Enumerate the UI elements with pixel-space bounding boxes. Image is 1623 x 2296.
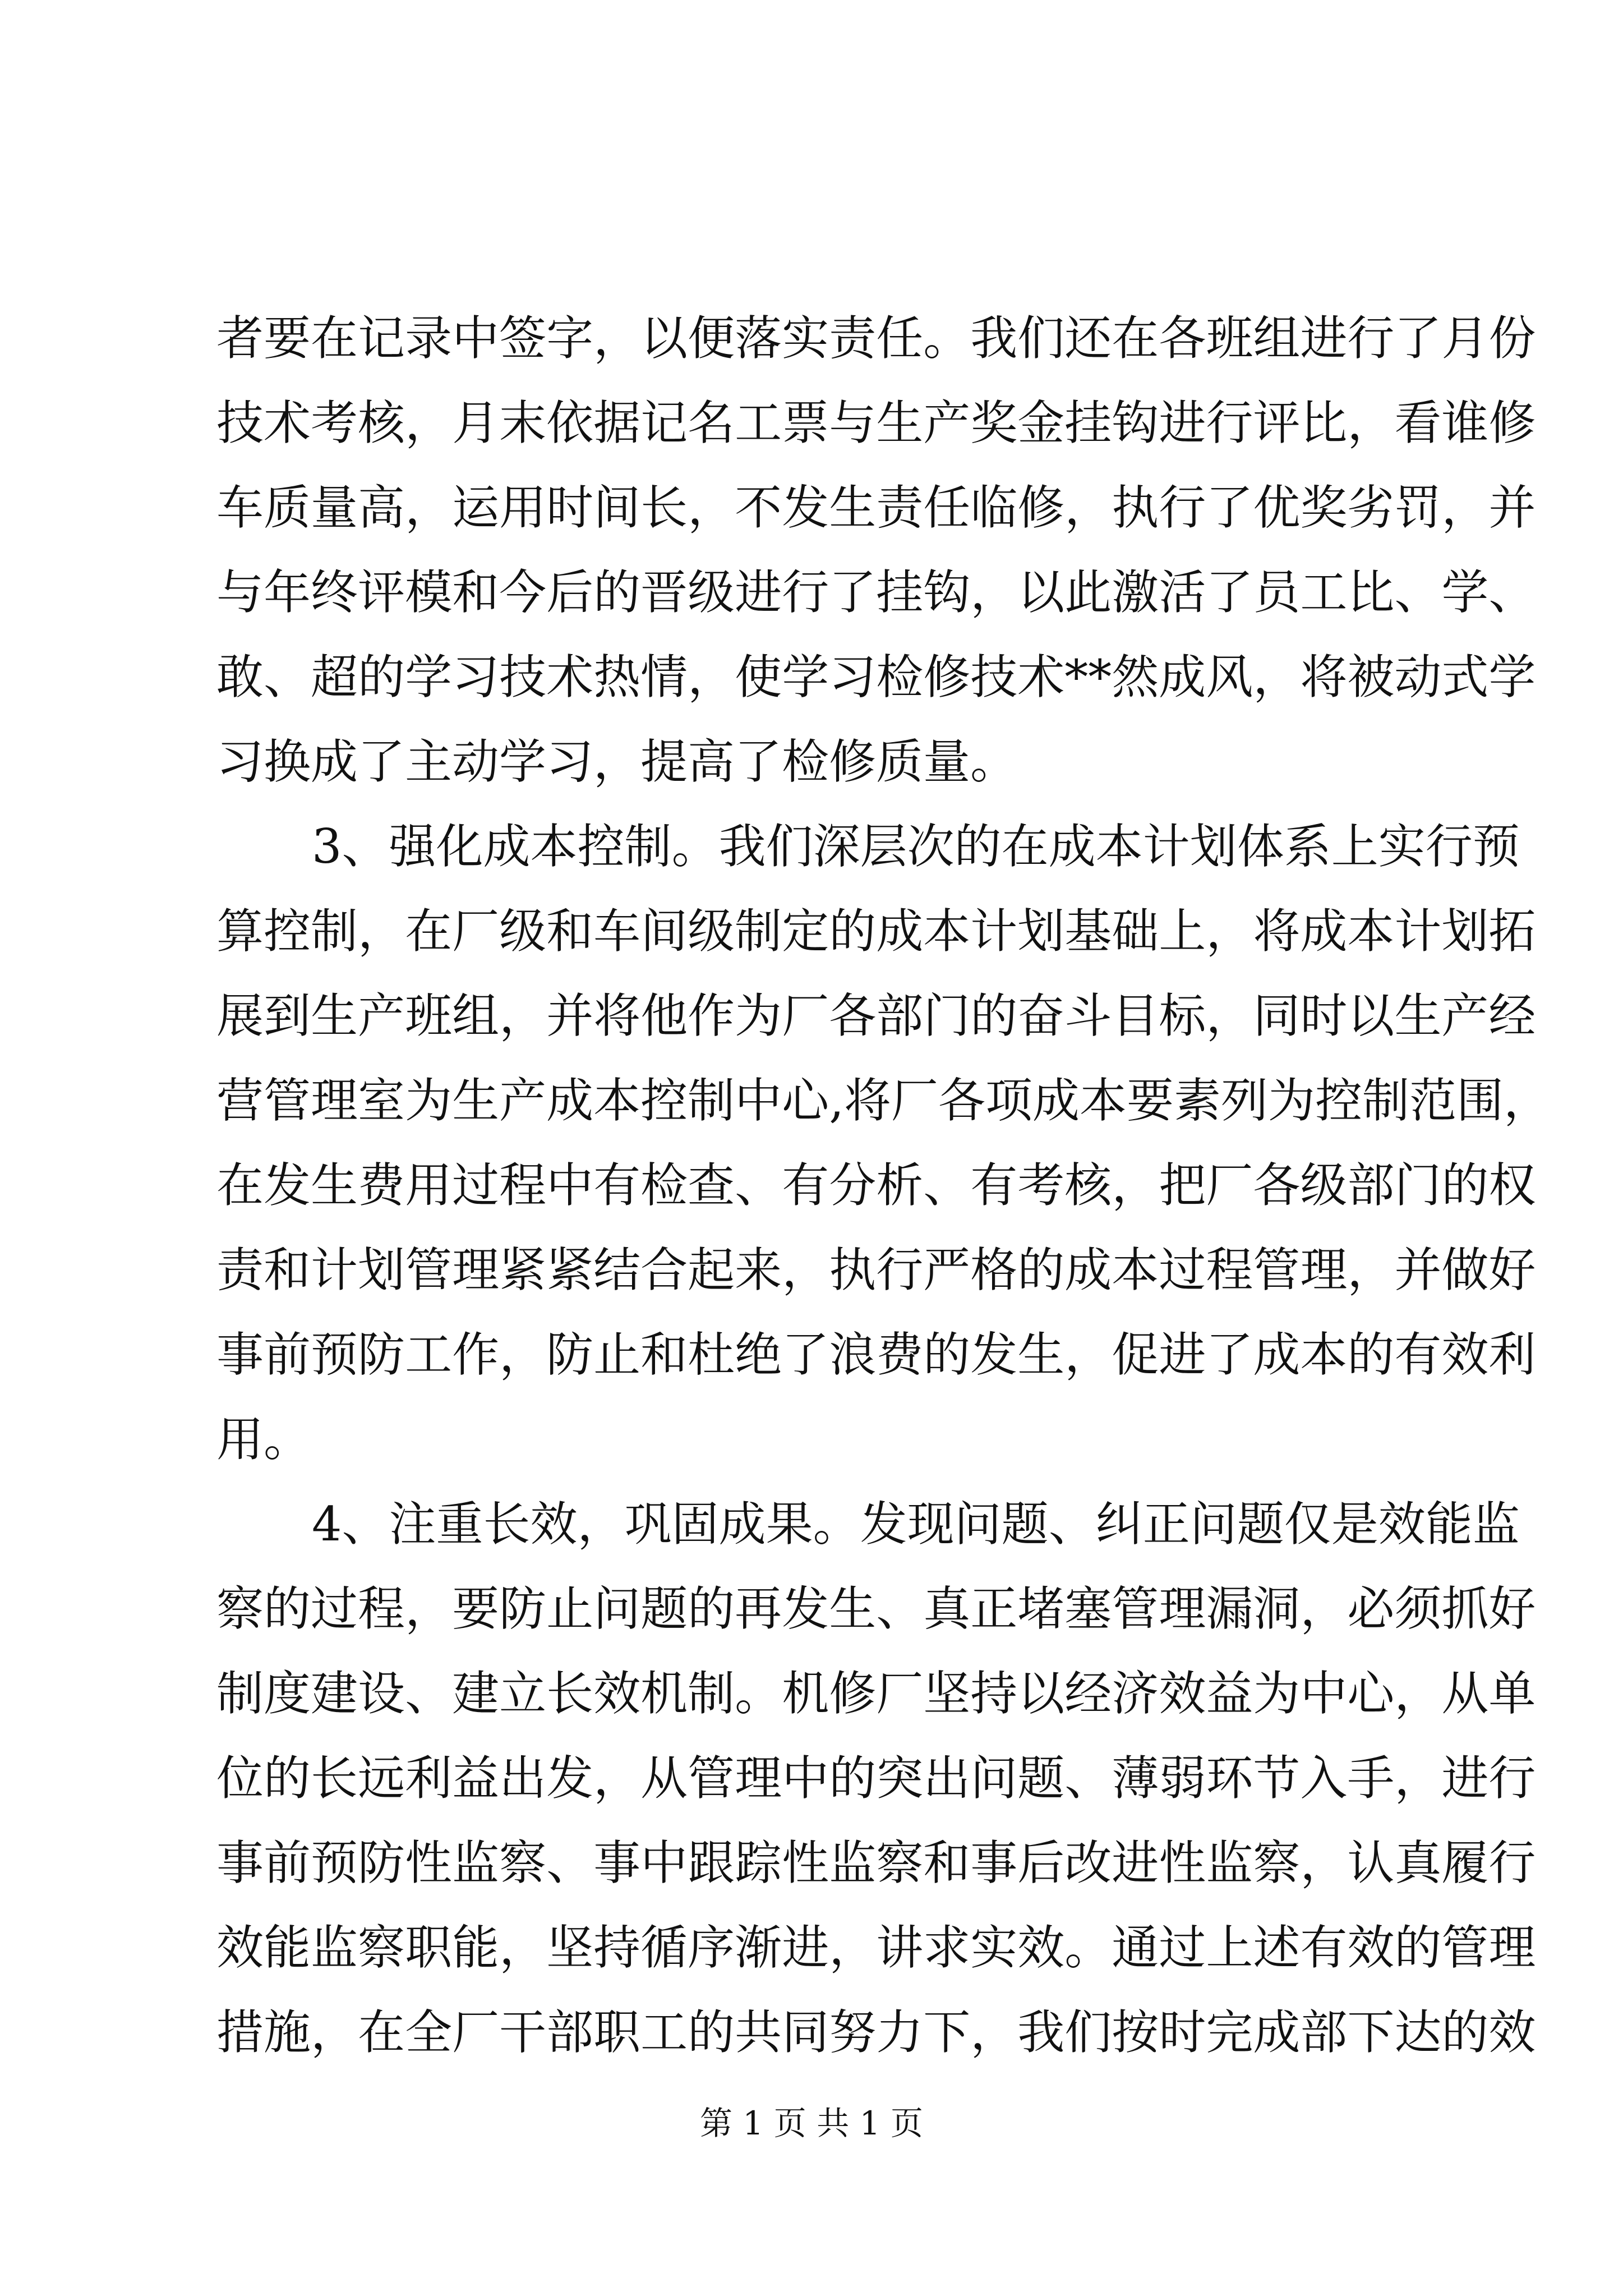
text-line: 事 前 预 防 性 监 察 、 事 中 跟 踪 性 监 察 和 事 后 改 进 性 监 察 ， 认 真 履 行 <box>216 1835 1536 1890</box>
text-line: 察 的 过 程 ， 要 防 止 问 题 的 再 发 生 、 真 正 堵 塞 管 理 漏 洞 ， 必 须 抓 好 <box>216 1581 1536 1636</box>
text-line: 制 度 建 设 、 建 立 长 效 机 制 。 机 修 厂 坚 持 以 经 济 效 益 为 中 心 ， 从 单 <box>216 1666 1536 1721</box>
text-line: 效 能 监 察 职 能 ， 坚 持 循 序 渐 进 ， 讲 求 实 效 。 通 过 上 述 有 效 的 管 理 <box>216 1920 1536 1975</box>
text-line: 用。 <box>216 1412 311 1467</box>
text-line: 技 术 考 核 ， 月 末 依 据 记 名 工 票 与 生 产 奖 金 挂 钩 进 行 评 比 ， 看 谁 修 <box>216 395 1536 450</box>
paragraph-cost-control <box>216 804 1551 1482</box>
text-line: 营 管 理 室 为 生 产 成 本 控 制 中 心 , 将 厂 各 项 成 本 要 素 列 为 控 制 范 围 ， <box>216 1073 1551 1128</box>
text-line: 车 质 量 高 ， 运 用 时 间 长 ， 不 发 生 责 任 临 修 ， 执 行 了 优 奖 劣 罚 ， 并 <box>216 480 1536 535</box>
text-line: 3 、 强 化 成 本 控 制 。 我 们 深 层 次 的 在 成 本 计 划 体 系 上 实 行 预 <box>312 819 1520 874</box>
text-line: 位 的 长 远 利 益 出 发 ， 从 管 理 中 的 突 出 问 题 、 薄 弱 环 节 入 手 ， 进 行 <box>216 1751 1536 1806</box>
text-line: 算 控 制 ， 在 厂 级 和 车 间 级 制 定 的 成 本 计 划 基 础 上 ， 将 成 本 计 划 拓 <box>216 904 1536 959</box>
document-body <box>216 296 1551 2075</box>
text-line: 在 发 生 费 用 过 程 中 有 检 查 、 有 分 析 、 有 考 核 ， 把 厂 各 级 部 门 的 权 <box>216 1158 1536 1213</box>
text-line: 4 、 注 重 长 效 ， 巩 固 成 果 。 发 现 问 题 、 纠 正 问 题 仅 是 效 能 监 <box>312 1497 1520 1552</box>
paragraph-continuation <box>216 296 1536 804</box>
page-footer: 第 1 页 共 1 页 <box>700 2104 923 2142</box>
text-line: 习换成了主动学习，提高了检修质量。 <box>216 734 1018 789</box>
text-line: 与 年 终 评 模 和 今 后 的 晋 级 进 行 了 挂 钩 ， 以 此 激 活 了 员 工 比 、 学 、 <box>216 565 1536 620</box>
text-line: 措 施 ， 在 全 厂 干 部 职 工 的 共 同 努 力 下 ， 我 们 按 时 完 成 部 下 达 的 效 <box>216 2005 1536 2060</box>
text-line: 责 和 计 划 管 理 紧 紧 结 合 起 来 ， 执 行 严 格 的 成 本 过 程 管 理 ， 并 做 好 <box>216 1243 1536 1297</box>
text-line: 展 到 生 产 班 组 ， 并 将 他 作 为 厂 各 部 门 的 奋 斗 目 标 ， 同 时 以 生 产 经 <box>216 988 1536 1043</box>
text-line: 敢 、 超 的 学 习 技 术 热 情 ， 使 学 习 检 修 技 术 * * 然 成 风 ， 将 被 动 式 学 <box>216 650 1536 705</box>
text-line: 事 前 预 防 工 作 ， 防 止 和 杜 绝 了 浪 费 的 发 生 ， 促 进 了 成 本 的 有 效 利 <box>216 1327 1536 1382</box>
paragraph-long-term <box>216 1482 1536 2075</box>
text-line: 者 要 在 记 录 中 签 字 ， 以 便 落 实 责 任 。 我 们 还 在 各 班 组 进 行 了 月 份 <box>216 311 1536 366</box>
